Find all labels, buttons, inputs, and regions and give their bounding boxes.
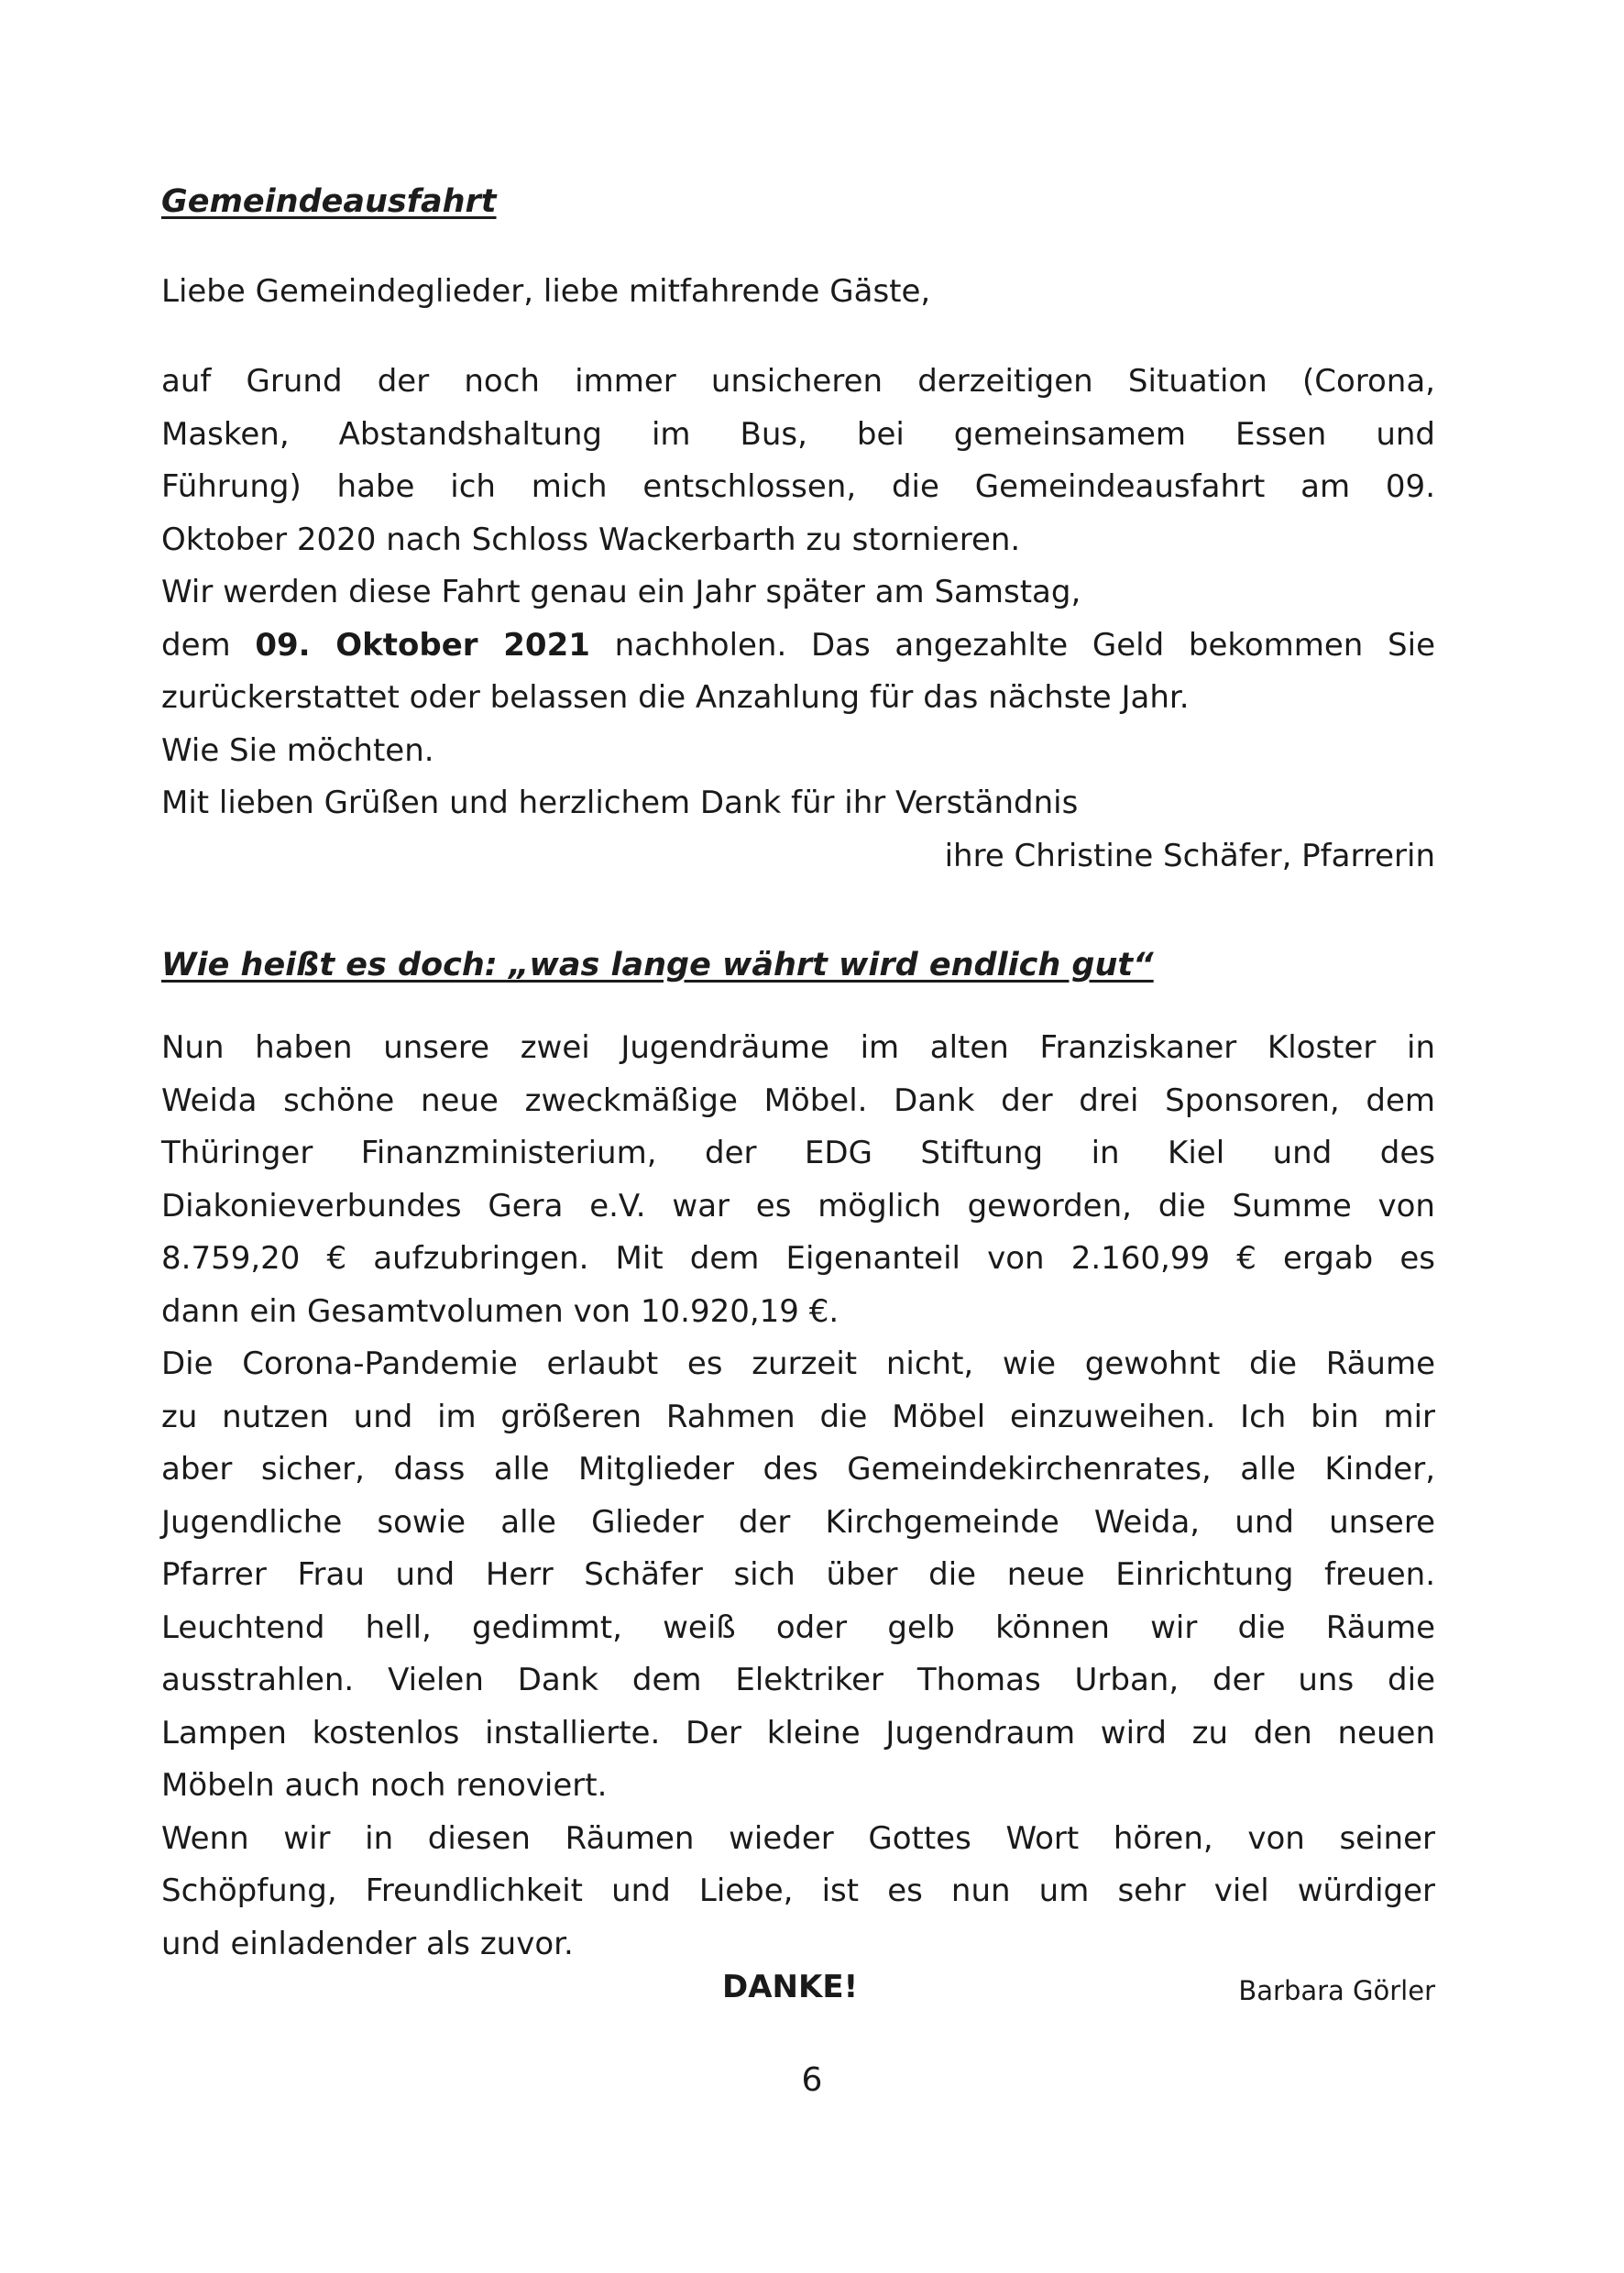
body-line: zu nutzen und im größeren Rahmen die Möbel einzuweihen. Ich bin mir — [161, 1398, 1435, 1435]
author-name: Barbara Görler — [1238, 1975, 1435, 2006]
section-heading: Gemeindeausfahrt — [161, 183, 497, 220]
section2-body — [161, 1022, 1435, 1971]
body-line: auf Grund der noch immer unsicheren derzeitigen Situation (Corona, — [161, 363, 1435, 400]
body-line: Nun haben unsere zwei Jugendräume im alten Franziskaner Kloster in — [161, 1029, 1435, 1066]
greeting-line: Liebe Gemeindeglieder, liebe mitfahrende Gäste, — [161, 273, 931, 310]
body-line: Mit lieben Grüßen und herzlichem Dank für ihr Verständnis — [161, 785, 1079, 821]
body-line: Masken, Abstandshaltung im Bus, bei gemeinsamem Essen und — [161, 415, 1435, 453]
body-line: und einladender als zuvor. — [161, 1925, 574, 1962]
body-line: Leuchtend hell, gedimmt, weiß oder gelb können wir die Räume — [161, 1609, 1435, 1646]
closing-row — [161, 1960, 1435, 2015]
date-bold: 09. Oktober 2021 — [255, 626, 590, 664]
body-line: Die Corona-Pandemie erlaubt es zurzeit nicht, wie gewohnt die Räume — [161, 1345, 1435, 1382]
body-line: dann ein Gesamtvolumen von 10.920,19 €. — [161, 1292, 839, 1330]
thanks-text: DANKE! — [722, 1969, 859, 2005]
date-prefix: dem — [161, 626, 256, 664]
body-line: Wie Sie möchten. — [161, 731, 434, 769]
section-gemeindeausfahrt — [161, 179, 1435, 225]
greeting — [161, 266, 1435, 319]
body-line: Pfarrer Frau und Herr Schäfer sich über die neue Einrichtung freuen. — [161, 1556, 1435, 1593]
date-suffix: nachholen. Das angezahlte Geld bekommen Sie — [589, 626, 1435, 664]
body-line: Schöpfung, Freundlichkeit und Liebe, ist es nun um sehr viel würdiger — [161, 1872, 1435, 1909]
body-line: Oktober 2020 nach Schloss Wackerbarth zu stornieren. — [161, 521, 1021, 558]
section1-body — [161, 356, 1435, 883]
body-line: Thüringer Finanzministerium, der EDG Stiftung in Kiel und des — [161, 1135, 1435, 1171]
body-line: Lampen kostenlos installierte. Der kleine Jugendraum wird zu den neuen — [161, 1714, 1435, 1751]
body-line: Weida schöne neue zweckmäßige Möbel. Dank der drei Sponsoren, dem — [161, 1082, 1435, 1119]
date-line — [161, 620, 1435, 673]
body-line: 8.759,20 € aufzubringen. Mit dem Eigenanteil von 2.160,99 € ergab es — [161, 1240, 1435, 1277]
body-line: aber sicher, dass alle Mitglieder des Gemeindekirchenrates, alle Kinder, — [161, 1451, 1435, 1488]
body-line: Diakonieverbundes Gera e.V. war es möglich geworden, die Summe von — [161, 1187, 1435, 1224]
section-heading: Wie heißt es doch: „was lange währt wird endlich gut“ — [161, 947, 1154, 983]
signature: ihre Christine Schäfer, Pfarrerin — [944, 837, 1435, 874]
page-number: 6 — [801, 2061, 823, 2099]
body-line: Wenn wir in diesen Räumen wieder Gottes Wort hören, von seiner — [161, 1819, 1435, 1857]
body-line: Wir werden diese Fahrt genau ein Jahr später am Samstag, — [161, 574, 1081, 610]
body-line: Möbeln auch noch renoviert. — [161, 1767, 608, 1804]
section-jugendraeume — [161, 942, 1435, 988]
body-line: ausstrahlen. Vielen Dank dem Elektriker Thomas Urban, der uns die — [161, 1662, 1435, 1698]
body-line: Führung) habe ich mich entschlossen, die Gemeindeausfahrt am 09. — [161, 468, 1435, 505]
body-line: zurückerstattet oder belassen die Anzahlung für das nächste Jahr. — [161, 679, 1190, 716]
body-line: Jugendliche sowie alle Glieder der Kirchgemeinde Weida, und unsere — [161, 1503, 1435, 1541]
